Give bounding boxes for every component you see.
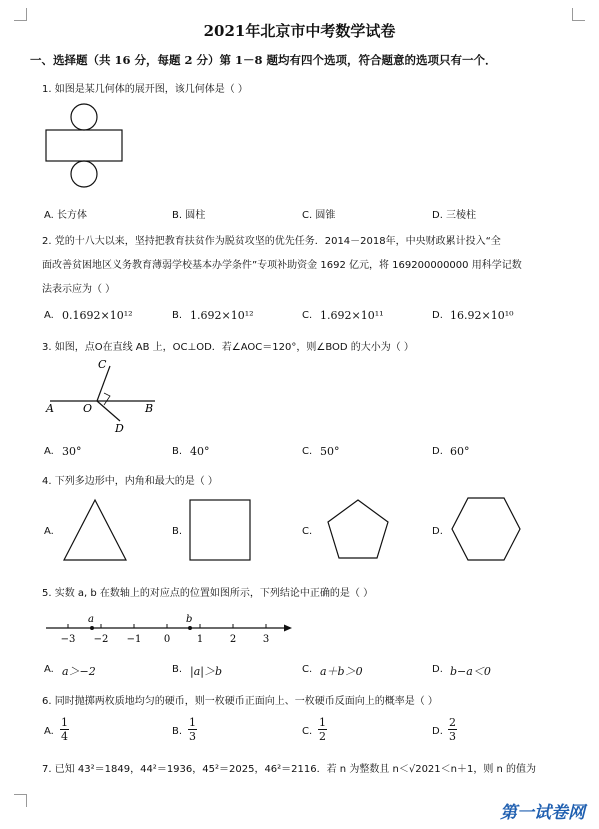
ray-oc [97,366,110,401]
q3-angle-figure [40,356,170,436]
q1-option-d[interactable]: D. 三棱柱 [432,210,477,221]
q4-option-b-label[interactable]: B. [172,526,183,537]
q4-option-d-label[interactable]: D. [432,526,443,537]
q4-option-c-label[interactable]: C. [302,526,313,537]
q6-option-c-label: C. [302,726,313,737]
q6-option-c[interactable]: $\frac{1}{2}$ [319,716,326,743]
point-b [188,626,192,630]
point-a [90,626,94,630]
corner-mark [14,794,27,807]
tick-label: 0 [163,634,171,645]
q5-option-c-label: C. [302,664,313,675]
question-4-stem: 4. 下列多边形中，内角和最大的是（ ） [42,476,218,487]
right-angle-mark [104,393,110,405]
section-heading: 一、选择题（共 16 分，每题 2 分）第 1－8 题均有四个选项，符合题意的选项只有一个． [30,53,497,67]
ray-od [97,401,120,421]
tick-label: 1 [196,634,204,645]
q4-option-c-pentagon[interactable] [324,496,392,564]
q4-option-b-square[interactable] [186,496,254,564]
q2-option-d-label: D. [432,310,443,321]
q6-option-b-label: B. [172,726,183,737]
watermark: 第一试卷网 [500,803,585,823]
bottom-circle [71,161,97,187]
q5-option-d[interactable]: b−a＜0 [450,665,491,678]
q6-option-b[interactable]: $\frac{1}{3}$ [189,716,196,743]
point-b-label: b [186,614,193,625]
q2-option-c[interactable]: 1.692×10¹¹ [320,309,384,322]
tick-label: 2 [229,634,237,645]
page-title: 2021年北京市中考数学试卷 [203,22,396,40]
question-5-stem: 5. 实数 a, b 在数轴上的对应点的位置如图所示，下列结论中正确的是（ ） [42,588,374,599]
q2-option-d[interactable]: 16.92×10¹⁰ [450,309,514,322]
q1-net-figure [40,100,130,190]
q3-option-b-label: B. [172,446,183,457]
q1-option-a[interactable]: A. 长方体 [44,210,88,221]
question-3-stem: 3. 如图，点O在直线 AB 上，OC⊥OD．若∠AOC＝120°，则∠BOD 的大小为（ ） [42,342,414,353]
q1-option-b[interactable]: B. 圆柱 [172,210,206,221]
tick-label: −3 [60,634,76,645]
question-1-stem: 1. 如图是某几何体的展开图，该几何体是（ ） [42,84,248,95]
q4-option-a-triangle[interactable] [60,496,130,564]
q6-option-d[interactable]: $\frac{2}{3}$ [449,716,456,743]
q2-option-a-label: A. [44,310,54,321]
q3-option-c[interactable]: 50° [320,445,340,458]
tick-label: −2 [93,634,109,645]
label-d: D [115,422,124,435]
q6-option-d-label: D. [432,726,443,737]
q5-option-a-label: A. [44,664,54,675]
q5-option-b-label: B. [172,664,183,675]
q2-option-a[interactable]: 0.1692×10¹² [62,309,133,322]
label-b: B [145,402,154,415]
label-a: A [46,402,54,415]
q3-option-a-label: A. [44,446,54,457]
q3-option-d[interactable]: 60° [450,445,470,458]
label-o: O [83,402,93,415]
question-7-stem: 7. 已知 43²＝1849，44²＝1936，45²＝2025，46²＝2116．若 n 为整数且 n＜√2021＜n＋1，则 n 的值为 [42,764,537,775]
tick-label: −1 [126,634,142,645]
q6-option-a-label: A. [44,726,54,737]
q3-option-a[interactable]: 30° [62,445,82,458]
point-a-label: a [88,614,94,625]
q2-option-b[interactable]: 1.692×10¹² [190,309,254,322]
question-6-stem: 6. 同时抛掷两枚质地均匀的硬币，则一枚硬币正面向上、一枚硬币反面向上的概率是（ ） [42,696,438,707]
q3-option-d-label: D. [432,446,443,457]
q4-option-d-hexagon[interactable] [448,494,524,564]
q2-option-b-label: B. [172,310,183,321]
question-2-line-1: 2. 党的十八大以来，坚持把教育扶贫作为脱贫攻坚的优先任务．2014－2018年，中央财政累计投入“全 [42,236,501,247]
q5-option-c[interactable]: a＋b＞0 [320,665,363,678]
question-2-line-3: 法表示应为（ ） [42,284,116,295]
q5-option-d-label: D. [432,664,443,675]
q5-number-line [40,608,300,650]
q5-option-b[interactable]: |a|＞b [190,665,223,678]
q2-option-c-label: C. [302,310,313,321]
q4-option-a-label[interactable]: A. [44,526,54,537]
q3-option-b[interactable]: 40° [190,445,210,458]
top-circle [71,104,97,130]
axis-arrow [284,625,292,632]
q3-option-c-label: C. [302,446,313,457]
q5-option-a[interactable]: a＞−2 [62,665,96,678]
label-c: C [98,358,107,371]
q6-option-a[interactable]: $\frac{1}{4}$ [61,716,68,743]
rectangle [46,130,122,161]
question-2-line-2: 面改善贫困地区义务教育薄弱学校基本办学条件”专项补助资金 1692 亿元，将 169200000000 用科学记数 [42,260,522,271]
tick-label: 3 [262,634,270,645]
q1-option-c[interactable]: C. 圆锥 [302,210,336,221]
